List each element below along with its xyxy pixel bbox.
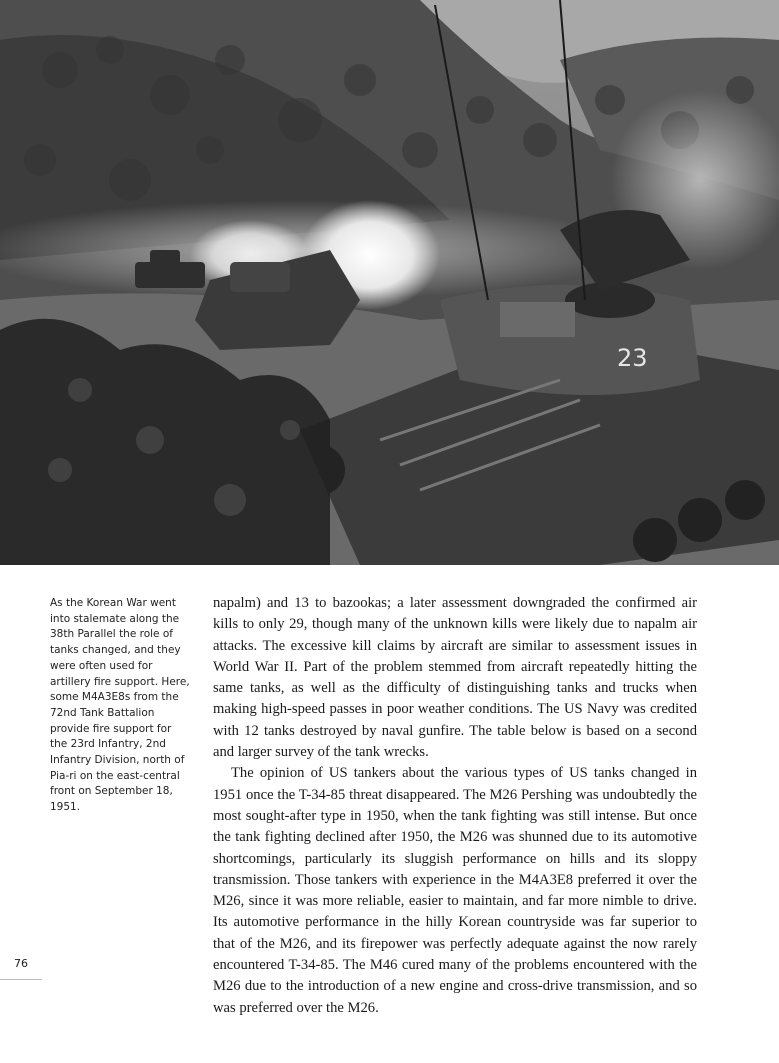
photo-caption: As the Korean War went into stalemate along the 38th Parallel the role of tanks changed, and they were often used for artillery fire support. Here, some M4A3E8s from the 72nd Tank Battalion provide fire support for the 23rd Infantry, 2nd Infantry Division, north of Pia-ri on the east-central front on September 18, 1951. (50, 597, 190, 814)
article-body (213, 593, 697, 1019)
page-number-rule (0, 979, 42, 980)
paragraph-2: The opinion of US tankers about the various types of US tanks changed in 1951 once the T-34-85 threat disappeared. The M26 Pershing was undoubtedly the most sought-after type in 1950, when the tank fighting was still intense. But once the tank fighting declined after 1950, the M26 was shunned due to its automotive shortcomings, particularly its sluggish performance on hills and its sloppy transmission. Those tankers with experience in the M4A3E8 preferred it over the M26, since it was more reliable, easier to maintain, and far more nimble to drive. Its automotive performance in the hilly Korean countryside was far superior to that of the M26, and its firepower was perfectly adequate against the now rarely encountered T-34-85. The M46 cured many of the problems encountered with the M26 due to the introduction of a new engine and cross-drive transmission, and so was preferred over the M26. (213, 765, 697, 1016)
paragraph-1: napalm) and 13 to bazookas; a later assessment downgraded the confirmed air kills to only 29, though many of the unknown kills were likely due to napalm air attacks. The excessive kill claims by aircraft are similar to assessment issues in World War II. Part of the problem stemmed from aircraft repeatedly hitting the same tanks, as well as the difficulty of distinguishing tanks and trucks when making high-speed passes in poor weather conditions. The US Navy was credited with 12 tanks destroyed by naval gunfire. The table below is based on a second and larger survey of the tank wrecks. (213, 595, 697, 761)
page-number: 76 (14, 957, 28, 970)
turret-number: 23 (617, 344, 648, 372)
